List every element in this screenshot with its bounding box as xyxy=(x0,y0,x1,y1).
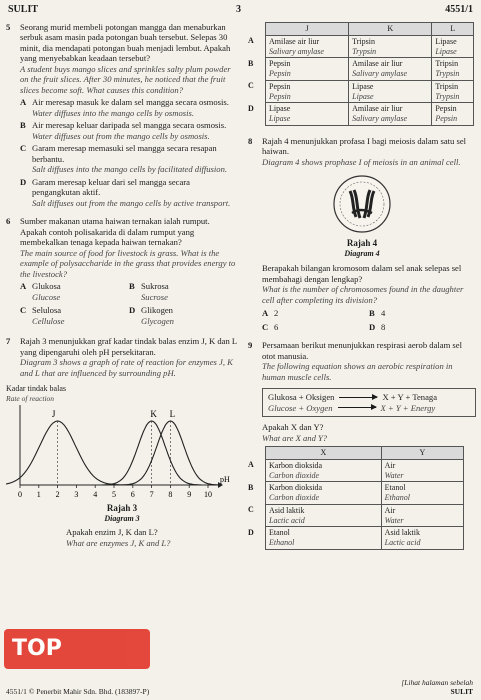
x-tick-label: 0 xyxy=(18,489,22,499)
option-c xyxy=(20,305,129,326)
cell-text-ms: Amilase air liur xyxy=(269,36,320,46)
cell-text-en: Water xyxy=(384,515,404,525)
cell-text-en: Carbon dioxide xyxy=(269,470,319,480)
cell-text-ms: Asid laktik xyxy=(269,505,305,515)
x-tick-label: 3 xyxy=(74,489,79,499)
eq-left-ms: Glukosa + Oksigen xyxy=(268,392,335,403)
option-value: 4 xyxy=(381,308,386,319)
cell-text-ms: Tripsin xyxy=(435,59,459,69)
row-letter: D xyxy=(248,527,254,537)
q9-options-table xyxy=(248,446,464,550)
table-cell xyxy=(349,80,432,103)
table-corner xyxy=(248,447,266,460)
cell-text-en: Carbon dioxide xyxy=(269,493,319,503)
series-label-l: L xyxy=(169,408,176,419)
series-label-k: K xyxy=(150,408,157,419)
cell-text-en: Lipase xyxy=(352,91,374,101)
option-letter: B xyxy=(129,281,135,292)
option-a xyxy=(6,97,238,118)
table-header-row xyxy=(248,23,474,36)
watermark-logo xyxy=(4,629,150,669)
cell-text-en: Salivary amylase xyxy=(352,114,408,123)
table-cell xyxy=(432,80,474,103)
question-text-en: The main source of food for livestock is grass. What is the example of polysaccharide in the grass that provides energy to the livestock? xyxy=(20,247,236,279)
question-text-ms: Rajah 3 menunjukkan graf kadar tindak balas enzim J, K dan L yang dipengaruhi oleh pH persekitaran. xyxy=(20,336,237,357)
question-text-en: Diagram 3 shows a graph of rate of reaction for enzymes J, K and L that are influenced by surrounding pH. xyxy=(20,357,233,378)
diagram-3-caption-en: Diagram 3 xyxy=(104,514,140,524)
option-d xyxy=(129,305,238,326)
cell-text-ms: Amilase air liur xyxy=(352,59,403,69)
option-letter: D xyxy=(369,321,376,332)
q8-ask xyxy=(248,263,476,305)
arrow-icon xyxy=(339,397,377,398)
diagram-4 xyxy=(248,173,476,258)
cell-text-en: Pepsin xyxy=(435,114,458,123)
question-text-ms: Rajah 4 menunjukkan profasa I bagi meiosis dalam satu sel haiwan. xyxy=(262,135,467,157)
option-text-en: Glucose xyxy=(32,291,61,302)
x-tick-label: 2 xyxy=(55,489,60,499)
x-tick-label: 1 xyxy=(36,489,41,499)
option-text-en: Water diffuses out from the mango cells by osmosis. xyxy=(32,130,210,141)
x-tick-label: 8 xyxy=(168,489,173,499)
cell-text-ms: Etanol xyxy=(269,528,290,538)
table-cell xyxy=(381,527,463,550)
page-number: 3 xyxy=(236,4,241,15)
chart-ylabel-en: Rate of reaction xyxy=(6,393,55,403)
eq-right-en: X + Y + Energy xyxy=(380,402,436,413)
table-cell xyxy=(432,35,474,58)
option-c xyxy=(262,322,369,332)
x-tick-label: 10 xyxy=(204,489,212,499)
cell-text-ms: Pepsin xyxy=(269,59,291,69)
question-number: 6 xyxy=(6,216,11,227)
option-letter: A xyxy=(20,97,27,108)
eq-right-ms: X + Y + Tenaga xyxy=(382,392,438,403)
option-d xyxy=(6,177,238,208)
option-letter: D xyxy=(20,176,27,187)
option-text-ms: Garam meresap keluar dari sel mangga secara pengangkutan aktif. xyxy=(32,176,190,198)
x-tick-label: 4 xyxy=(93,489,98,499)
cell-text-en: Salivary amylase xyxy=(269,46,324,56)
cell-text-ms: Lipase xyxy=(269,104,291,114)
x-tick-label: 5 xyxy=(112,489,116,499)
cell-text-en: Lactic acid xyxy=(269,515,305,525)
option-letter: C xyxy=(20,143,27,154)
cell-text-en: Trypsin xyxy=(435,91,460,101)
option-text-ms: Glukosa xyxy=(32,281,61,292)
table-cell xyxy=(266,482,382,505)
table-cell xyxy=(266,80,349,103)
option-letter: B xyxy=(20,120,26,131)
question-5 xyxy=(6,22,238,95)
row-letter: B xyxy=(248,58,254,68)
logo-text: TOP xyxy=(12,636,62,661)
option-text-ms: Garam meresap memasuki sel mangga secara resapan berbantu. xyxy=(32,143,217,164)
column-header: J xyxy=(266,23,349,36)
option-text-en: Glycogen xyxy=(141,315,174,326)
table-cell xyxy=(432,58,474,81)
option-text-ms: Sukrosa xyxy=(141,281,169,292)
table-row xyxy=(248,482,464,505)
respiration-equation xyxy=(262,388,476,417)
option-letter: A xyxy=(20,281,27,292)
cell-text-en: Ethanol xyxy=(384,493,411,503)
enzyme-ph-chart xyxy=(6,403,238,503)
option-letter: B xyxy=(369,308,375,319)
cell-text-ms: Air xyxy=(384,460,396,470)
table-corner xyxy=(248,23,266,36)
question-6 xyxy=(6,216,238,279)
row-letter: B xyxy=(248,482,254,492)
cell-text-ms: Tripsin xyxy=(352,36,375,46)
footer-right xyxy=(401,678,473,696)
cell-text-en: Pepsin xyxy=(269,91,291,101)
table-row xyxy=(248,80,474,103)
cell-text-ms: Karbon dioksida xyxy=(269,483,323,493)
row-letter: C xyxy=(248,505,254,515)
footer-copyright: 4551/1 © Penerbit Mahir Sdn. Bhd. (183897-P) xyxy=(6,687,150,696)
paper-code: 4551/1 xyxy=(445,4,473,15)
table-cell xyxy=(266,504,382,527)
table-cell xyxy=(349,103,432,126)
cell-text-en: Lactic acid xyxy=(384,538,421,548)
q5-options xyxy=(6,97,238,208)
cell-text-en: Lipase xyxy=(269,114,291,123)
question-number: 5 xyxy=(6,22,11,32)
cell-text-en: Trypsin xyxy=(352,46,377,56)
x-axis-label: pH xyxy=(220,474,230,484)
table-row xyxy=(248,504,464,527)
question-number: 8 xyxy=(248,135,253,146)
question-text-ms: Seorang murid membeli potongan mangga dan menaburkan serbuk asam masin pada potongan buah tersebut. Selepas 30 minit, dia mendapati potongan buah menjadi lembut. Apakah yang menyebabkan keadaan tersebut? xyxy=(20,22,231,64)
option-text-ms: Selulosa xyxy=(32,305,62,316)
q7-ask-ms: Apakah enzim J, K dan L? xyxy=(66,527,158,538)
prophase-cell-illustration xyxy=(312,173,412,235)
x-tick-label: 7 xyxy=(149,489,154,499)
option-letter: D xyxy=(129,305,136,316)
x-tick-label: 6 xyxy=(130,489,135,499)
q7-options-table xyxy=(248,22,474,126)
question-9 xyxy=(248,340,476,382)
question-text-en: The following equation shows an aerobic respiration in human muscle cells. xyxy=(262,361,453,382)
eq-left-en: Glucose + Oxygen xyxy=(268,402,333,413)
option-text-en: Salt diffuses out from the mango cells by active transport. xyxy=(32,197,231,208)
cell-text-ms: Lipase xyxy=(435,36,457,46)
option-text-ms: Glikogen xyxy=(141,305,173,316)
q7-ask-en: What are enzymes J, K and L? xyxy=(66,537,171,548)
page-header xyxy=(8,4,473,18)
table-cell xyxy=(266,103,349,126)
question-7 xyxy=(6,336,238,378)
q7-ask xyxy=(6,527,238,548)
question-text-ms: Sumber makanan utama haiwan ternakan ialah rumput. Apakah contoh polisakarida di dalam rumput yang membekalkan tenaga kepada haiwan ternakan? xyxy=(20,216,210,248)
question-8 xyxy=(248,136,476,167)
row-letter: A xyxy=(248,460,254,470)
question-text-ms: Persamaan berikut menunjukkan respirasi aerob dalam sel otot manusia. xyxy=(262,340,462,361)
diagram-3 xyxy=(6,384,238,524)
question-number: 7 xyxy=(6,336,11,347)
option-c xyxy=(6,143,238,174)
option-a xyxy=(262,308,369,318)
cell-text-en: Pepsin xyxy=(269,69,291,78)
header-sulit: SULIT xyxy=(8,4,39,15)
option-value: 6 xyxy=(274,321,279,332)
table-cell xyxy=(432,103,474,126)
cell-text-ms: Karbon dioksida xyxy=(269,460,323,470)
table-cell xyxy=(381,459,463,482)
q8-options xyxy=(248,308,476,332)
arrow-icon xyxy=(338,407,376,408)
option-a xyxy=(20,281,129,302)
row-letter: C xyxy=(248,81,254,91)
series-label-j: J xyxy=(51,408,56,419)
option-text-en: Salt diffuses into the mango cells by facilitated diffusion. xyxy=(32,164,228,175)
q9-ask-en: What are X and Y? xyxy=(262,432,328,443)
table-header-row xyxy=(248,447,464,460)
cell-text-en: Trypsin xyxy=(435,69,460,78)
cell-text-ms: Asid laktik xyxy=(384,528,421,538)
option-text-en: Cellulose xyxy=(32,315,65,326)
diagram-4-caption: Rajah 4 xyxy=(346,237,378,248)
cell-text-en: Water xyxy=(384,470,404,480)
question-text-en: A student buys mango slices and sprinkles salty plum powder on the fruit slices. After 30 minutes, he noticed that the fruit slices become soft. What causes this condition? xyxy=(20,63,231,95)
column-header: K xyxy=(349,23,432,36)
q9-ask-ms: Apakah X dan Y? xyxy=(262,422,324,433)
footer-next-page: [Lihat halaman sebelah xyxy=(401,678,473,687)
q8-ask-ms: Berapakah bilangan kromosom dalam sel anak selepas sel membahagi dengan lengkap? xyxy=(262,263,462,284)
table-cell xyxy=(381,482,463,505)
right-column xyxy=(248,22,476,550)
row-letter: D xyxy=(248,103,254,113)
table-cell xyxy=(349,58,432,81)
q6-options xyxy=(6,281,238,326)
question-number: 9 xyxy=(248,340,253,351)
option-b xyxy=(129,281,238,302)
option-text-ms: Air meresap keluar daripada sel mangga secara osmosis. xyxy=(32,120,227,131)
cell-text-ms: Amilase air liur xyxy=(352,104,403,114)
cell-text-ms: Tripsin xyxy=(435,81,459,91)
table-row xyxy=(248,58,474,81)
cell-text-ms: Pepsin xyxy=(435,104,457,114)
footer-sulit: SULIT xyxy=(450,687,473,696)
option-value: 2 xyxy=(274,308,279,319)
q8-ask-en: What is the number of chromosomes found in the daughter cell after completing its division? xyxy=(262,284,464,305)
q9-ask xyxy=(248,422,476,443)
cell-text-ms: Etanol xyxy=(384,483,406,493)
diagram-4-caption-en: Diagram 4 xyxy=(344,248,380,258)
question-text-en: Diagram 4 shows prophase I of meiosis in an animal cell. xyxy=(262,156,461,167)
option-b xyxy=(369,308,476,318)
cell-text-en: Salivary amylase xyxy=(352,69,408,78)
cell-text-en: Lipase xyxy=(435,46,457,56)
x-tick-label: 9 xyxy=(187,489,192,499)
column-header: L xyxy=(432,23,474,36)
option-text-en: Water diffuses into the mango cells by osmosis. xyxy=(32,107,195,118)
table-row xyxy=(248,459,464,482)
series-line-j xyxy=(6,421,124,485)
column-header: Y xyxy=(381,447,463,460)
diagram-3-caption: Rajah 3 xyxy=(106,503,138,514)
option-letter: C xyxy=(20,305,27,316)
table-row xyxy=(248,527,464,550)
option-text-ms: Air meresap masuk ke dalam sel mangga secara osmosis. xyxy=(32,97,229,108)
table-cell xyxy=(266,459,382,482)
row-letter: A xyxy=(248,36,254,46)
option-text-en: Sucrose xyxy=(141,291,168,302)
left-column xyxy=(6,22,238,548)
chart-ylabel-ms: Kadar tindak balas xyxy=(6,384,66,394)
option-letter: C xyxy=(262,321,269,332)
table-cell xyxy=(381,504,463,527)
table-row xyxy=(248,103,474,126)
table-cell xyxy=(266,58,349,81)
cell-text-ms: Lipase xyxy=(352,81,374,91)
option-b xyxy=(6,120,238,141)
table-cell xyxy=(266,35,349,58)
cell-text-ms: Pepsin xyxy=(269,81,291,91)
table-cell xyxy=(349,35,432,58)
cell-text-en: Ethanol xyxy=(269,538,295,548)
column-header: X xyxy=(266,447,382,460)
table-cell xyxy=(266,527,382,550)
cell-text-ms: Air xyxy=(384,505,396,515)
option-d xyxy=(369,322,476,332)
table-row xyxy=(248,35,474,58)
option-letter: A xyxy=(262,308,269,319)
option-value: 8 xyxy=(381,321,386,332)
